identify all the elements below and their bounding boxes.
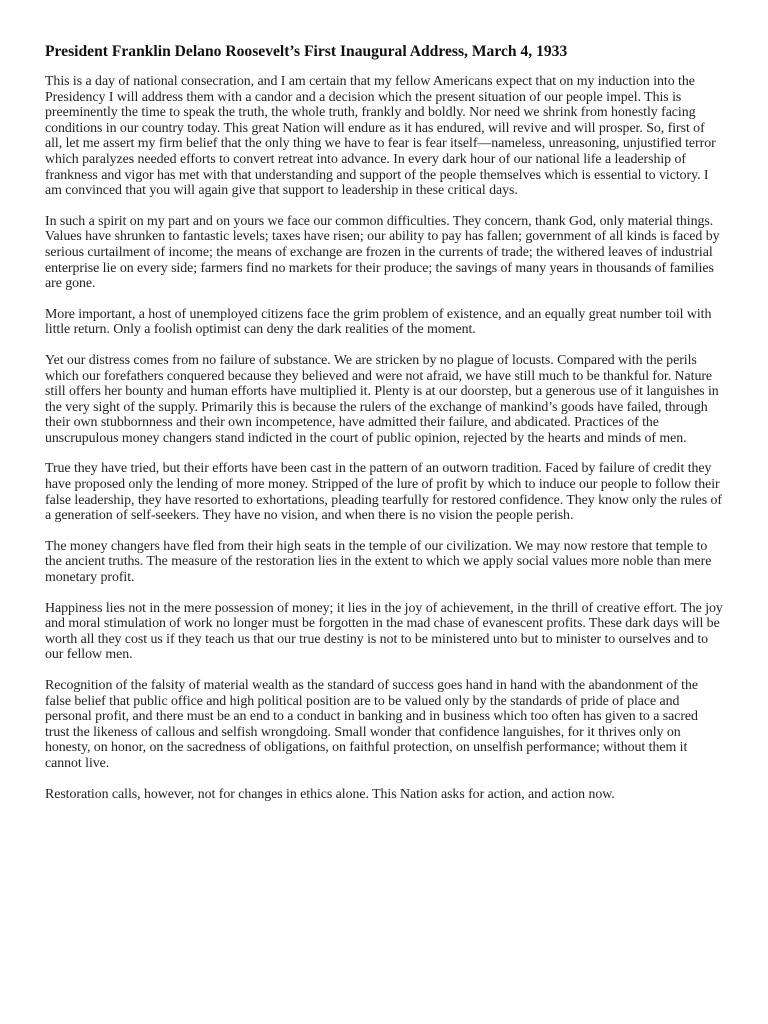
paragraph-9: Restoration calls, however, not for changes in ethics alone. This Nation asks for action, and action now. (45, 786, 615, 802)
paragraph-3: More important, a host of unemployed citizens face the grim problem of existence, and an equally great number toil with little return. Only a foolish optimist can deny the dark realities of the moment. (45, 306, 712, 338)
paragraph-8: Recognition of the falsity of material wealth as the standard of success goes hand in hand with the abandonment of the false belief that public office and high political position are to be valued only by the standards of pride of place and personal profit, and there must be an end to a conduct in banking and in business which too often has given to a sacred trust the likeness of callous and selfish wrongdoing. Small wonder that confidence languishes, for it thrives only on honesty, on honor, on the sacredness of obligations, on faithful protection, on unselfish performance; without them it cannot live. (45, 678, 698, 771)
document-title: President Franklin Delano Roosevelt’s First Inaugural Address, March 4, 1933 (45, 43, 568, 60)
paragraph-6: The money changers have fled from their high seats in the temple of our civilization. We may now restore that temple to the ancient truths. The measure of the restoration lies in the extent to which we apply social values more noble than mere monetary profit. (45, 538, 712, 586)
document-page (45, 42, 725, 817)
paragraph-7: Happiness lies not in the mere possession of money; it lies in the joy of achievement, in the thrill of creative effort. The joy and moral stimulation of work no longer must be forgotten in the mad chase of evanescent profits. These dark days will be worth all they cost us if they teach us that our true destiny is not to be ministered unto but to minister to ourselves and to our fellow men. (45, 600, 723, 663)
paragraph-4: Yet our distress comes from no failure of substance. We are stricken by no plague of locusts. Compared with the perils which our forefathers conquered because they believed and were not afraid, we have still much to be thankful for. Nature still offers her bounty and human efforts have multiplied it. Plenty is at our doorstep, but a generous use of it languishes in the very sight of the supply. Primarily this is because the rulers of the exchange of mankind’s goods have failed, through their own stubbornness and their own incompetence, have admitted their failure, and abdicated. Practices of the unscrupulous money changers stand indicted in the court of public opinion, rejected by the hearts and minds of men. (45, 352, 719, 446)
paragraph-2: In such a spirit on my part and on yours we face our common difficulties. They concern, thank God, only material things. Values have shrunken to fantastic levels; taxes have risen; our ability to pay has fallen; government of all kinds is faced by serious curtailment of income; the means of exchange are frozen in the currents of trade; the withered leaves of industrial enterprise lie on every side; farmers find no markets for their produce; the savings of many years in thousands of families are gone. (45, 213, 720, 292)
paragraph-1: This is a day of national consecration, and I am certain that my fellow Americans expect that on my induction into the Presidency I will address them with a candor and a decision which the present situation of our people impel. This is preeminently the time to speak the truth, the whole truth, frankly and boldly. Nor need we shrink from honestly facing conditions in our country today. This great Nation will endure as it has endured, will revive and will prosper. So, first of all, let me assert my firm belief that the only thing we have to fear is fear itself—nameless, unreasoning, unjustified terror which paralyzes needed efforts to convert retreat into advance. In every dark hour of our national life a leadership of frankness and vigor has met with that understanding and support of the people themselves which is essential to victory. I am convinced that you will again give that support to leadership in these critical days. (45, 74, 716, 199)
paragraph-5: True they have tried, but their efforts have been cast in the pattern of an outworn tradition. Faced by failure of credit they have proposed only the lending of more money. Stripped of the lure of profit by which to induce our people to follow their false leadership, they have resorted to exhortations, pleading tearfully for restored confidence. They know only the rules of a generation of self-seekers. They have no vision, and when there is no vision the people perish. (45, 461, 722, 524)
